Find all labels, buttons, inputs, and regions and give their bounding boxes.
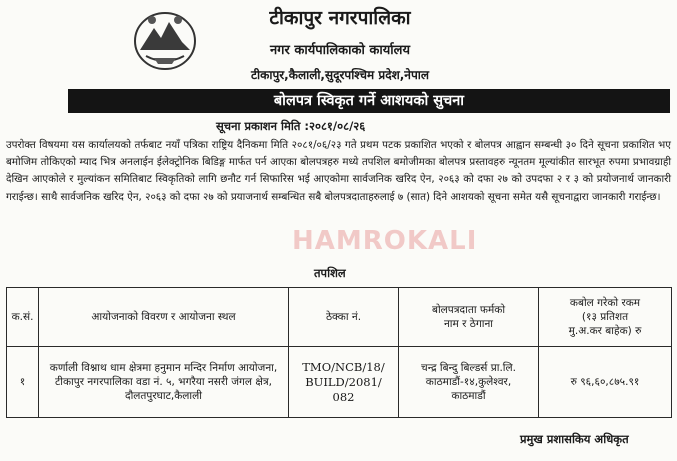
header-project: आयोजनाको विवरण र आयोजना स्थल bbox=[39, 288, 289, 347]
cell-bidder: चन्द्र बिन्दु बिल्डर्स प्रा.लि. काठमाडौं-१४,कुलेश्वर, काठमाडौं bbox=[399, 347, 539, 418]
municipality-title: टीकापुर नगरपालिका bbox=[269, 7, 411, 29]
cell-sn: १ bbox=[7, 347, 39, 418]
header-amount: कबोल गरेको रकम (१३ प्रतिशत मु.अ.कर बाहेक) रु bbox=[539, 288, 672, 347]
office-address: टीकापुर,कैलाली,सुदूरपश्चिम प्रदेश,नेपाल bbox=[250, 68, 430, 82]
office-name: नगर कार्यपालिकाको कार्यालय bbox=[269, 43, 411, 58]
bid-table bbox=[6, 287, 672, 418]
header-bidder: बोलपत्रदाता फर्मको नाम र ठेगाना bbox=[399, 288, 539, 347]
header-contract: ठेक्का नं. bbox=[289, 288, 399, 347]
header-sn: क.सं. bbox=[7, 288, 39, 347]
nepal-government-emblem-icon bbox=[132, 8, 198, 72]
table-header-row bbox=[7, 288, 672, 347]
notice-heading: बोलपत्र स्विकृत गर्ने आशयको सुचना bbox=[68, 89, 670, 113]
notice-body: उपरोक्त विषयमा यस कार्यालयको तर्फबाट नयाँ पत्रिका राष्ट्रिय दैनिकमा मिति २०८१/०६/२३ गते प्रथम पटक प्रकाशित भएको र बोलपत्र आह्वान सम्बन्धी ३० दिने सूचना प्रकाशित भए बमोजिम तोकिएको म्याद भित्र अनलाईन ईलेक्ट्रोनिक बिडिङ्ग मार्फत पर्न आएका बोलपत्रहरु मध्ये तपशिल बमोजीमका बोलपत्र प्रस्तावहरु न्यूनतम मूल्यांकीत सारभूत रुपमा प्रभावग्राही देखिन आएकोले र मुल्यांकन समितिबाट स्विकृतिको लागि छनौट गर्न सिफारिस भई आएकोमा सार्वजनिक खरिद ऐन, २०६३ को दफा २७ को उपदफा २ र ३ को प्रयोजनार्थ जानकारी गराईन्छ। साथै सार्वजनिक खरिद ऐन, २०६३ को दफा २७ को प्रयाजनार्थ सम्बन्धित सबै बोलपत्रदाताहरुलाई ७ (सात) दिने आशयको सूचना समेत यसै सूचनाद्वारा जानकारी गराईन्छ। bbox=[6, 139, 671, 203]
watermark: HAMROKALI bbox=[292, 226, 478, 256]
cell-project: कर्णाली विश्नाथ धाम क्षेत्रमा हनुमान मन्दिर निर्माण आयोजना, टीकापुर नगरपालिका वडा नं. ५, भगरैया नसरी जंगल क्षेत्र, दौलतपुरघाट,कैलाली bbox=[39, 347, 289, 418]
table-row bbox=[7, 347, 672, 418]
cell-contract: TMO/NCB/18/ BUILD/2081/ 082 bbox=[289, 347, 399, 418]
schedule-title: तपशिल bbox=[314, 266, 346, 280]
publication-date: सूचना प्रकाशन मिति :२०८१/०८/२६ bbox=[216, 119, 366, 133]
cell-amount: रु ९६,६०,८७५.९१ bbox=[539, 347, 672, 418]
signatory-title: प्रमुख प्रशासकिय अधिकृत bbox=[520, 432, 629, 446]
